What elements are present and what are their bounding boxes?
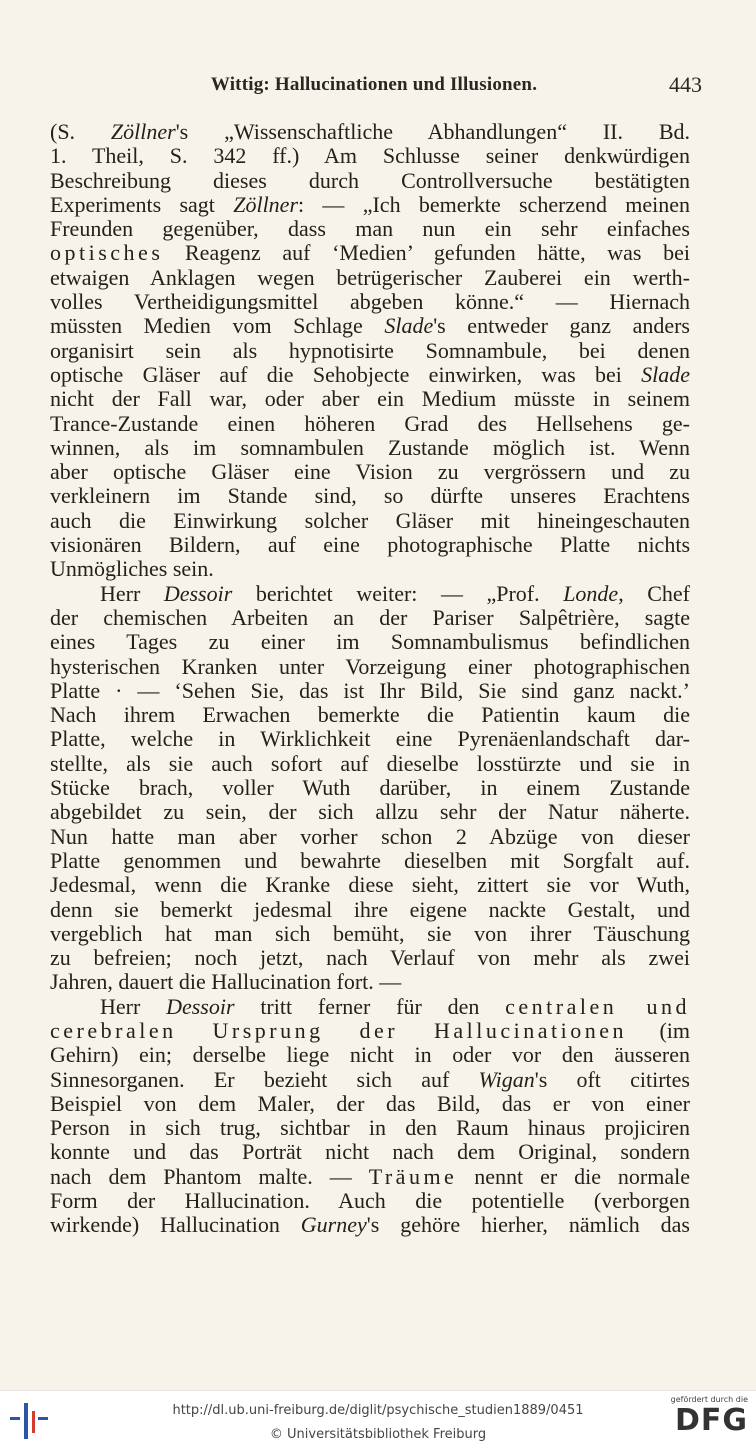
running-title: Wittig: Hallucinationen und Illusionen.	[210, 74, 538, 95]
text-run: aber optische Gläser eine Vision zu vergrössern und zu	[50, 460, 690, 485]
text-run: zu befreien; noch jetzt, nach Verlauf von mehr als zwei	[50, 946, 690, 971]
text-line	[50, 655, 690, 679]
text-line	[50, 169, 690, 193]
text-run: Nun hatte man aber vorher schon 2 Abzüge von dieser	[50, 824, 690, 849]
text-run: (S.	[50, 120, 111, 144]
spaced-emphasis: Träume	[368, 1164, 458, 1189]
text-line	[50, 266, 690, 290]
text-line	[50, 800, 690, 824]
text-run: 's gehöre hierher, nämlich das	[366, 1213, 690, 1238]
spaced-emphasis: optisches	[50, 241, 164, 266]
viewer-footer	[0, 1390, 756, 1449]
text-run: tritt ferner für den	[234, 994, 506, 1019]
italic-name: Slade	[641, 362, 690, 387]
text-line	[50, 387, 690, 411]
body-text	[50, 120, 690, 1238]
text-line	[50, 606, 690, 630]
text-run: Form der Hallucination. Auch die potentielle (verborgen	[50, 1189, 690, 1214]
text-run: stellte, als sie auch sofort auf dieselbe losstürzte und sie in	[50, 751, 690, 776]
text-line	[50, 898, 690, 922]
text-line	[50, 752, 690, 776]
text-run: Trance-Zustande einen höheren Grad des Hellsehens ge-	[50, 411, 690, 436]
text-run: : — „Ich bemerkte scherzend meinen	[298, 192, 690, 217]
text-run: Reagenz auf ‘Medien’ gefunden hätte, was bei	[163, 241, 690, 266]
text-run: etwaigen Anklagen wegen betrügerischer Zauberei ein werth-	[50, 265, 690, 290]
text-line	[50, 825, 690, 849]
text-run: nicht der Fall war, oder aber ein Medium müsste in seinem	[50, 387, 690, 412]
text-line	[50, 1140, 690, 1164]
text-line	[50, 241, 690, 265]
text-run: Beispiel von dem Maler, der das Bild, das er von einer	[50, 1091, 690, 1116]
text-run: müssten Medien vom Schlage	[50, 314, 385, 339]
text-run: Jedesmal, wenn die Kranke diese sieht, zittert sie vor Wuth,	[50, 873, 690, 898]
text-run: 's oft citirtes	[534, 1067, 690, 1092]
text-run: Platte, welche in Wirklichkeit eine Pyrenäenlandschaft dar-	[50, 727, 690, 752]
text-line	[50, 703, 690, 727]
text-run: Platte · — ‘Sehen Sie, das ist Ihr Bild, Sie sind ganz nackt.’	[50, 678, 690, 703]
document-url-link[interactable]: http://dl.ub.uni-freiburg.de/diglit/psychische_studien1889/0451	[172, 1403, 584, 1418]
text-run: wirkende) Hallucination	[50, 1213, 301, 1238]
text-line	[50, 533, 690, 557]
text-line	[50, 995, 690, 1019]
text-run: auch die Einwirkung solcher Gläser mit hineingeschauten	[50, 508, 690, 533]
text-run: , Chef	[618, 581, 690, 606]
text-line	[50, 144, 690, 168]
text-line	[50, 314, 690, 338]
text-run: Jahren, dauert die Hallucination fort. —	[50, 970, 402, 995]
text-line	[50, 363, 690, 387]
text-run: winnen, als im somnambulen Zustande möglich ist. Wenn	[50, 435, 690, 460]
text-run: 1. Theil, S. 342 ff.) Am Schlusse seiner denkwürdigen	[50, 144, 690, 169]
text-run: Nach ihrem Erwachen bemerkte die Patientin kaum die	[50, 703, 690, 728]
page-header	[52, 66, 702, 100]
text-run: Stücke brach, voller Wuth darüber, in einem Zustande	[50, 776, 690, 801]
italic-name: Slade	[384, 314, 434, 339]
text-line	[50, 557, 690, 581]
italic-name: Zöllner	[233, 192, 299, 217]
text-line	[50, 193, 690, 217]
italic-name: Wigan	[478, 1067, 535, 1092]
spaced-emphasis: cerebralen Ursprung der Hallucinationen	[50, 1018, 628, 1043]
text-run: berichtet weiter: — „Prof.	[232, 581, 564, 606]
text-run: volles Vertheidigungsmittel abgeben könne.“ — Hiernach	[50, 290, 690, 315]
text-run: hysterischen Kranken unter Vorzeigung einer photographischen	[50, 654, 690, 679]
text-run: eines Tages zu einer im Somnambulismus befindlichen	[50, 630, 690, 655]
text-line	[50, 849, 690, 873]
text-run: visionären Bildern, auf eine photographische Platte nichts	[50, 533, 690, 558]
text-line	[50, 120, 690, 144]
text-run: Experiments sagt	[50, 192, 234, 217]
text-run: konnte und das Porträt nicht nach dem Original, sondern	[50, 1140, 690, 1165]
spaced-emphasis: centralen und	[505, 994, 690, 1019]
italic-name: Gurney	[300, 1213, 367, 1238]
page-number: 443	[669, 72, 702, 97]
text-run: nennt er die normale	[457, 1164, 690, 1189]
text-run: Herr	[100, 581, 164, 606]
text-run: Beschreibung dieses durch Controllversuche bestätigten	[50, 168, 690, 193]
text-run: vergeblich hat man sich bemüht, sie von ihrer Täuschung	[50, 921, 690, 946]
text-line	[50, 509, 690, 533]
text-run: abgebildet zu sein, der sich allzu sehr der Natur näherte.	[50, 800, 690, 825]
text-line	[50, 582, 690, 606]
text-line	[50, 1165, 690, 1189]
text-run: Sinnesorganen. Er bezieht sich auf	[50, 1067, 479, 1092]
dfg-logo	[666, 1395, 748, 1445]
text-run: Gehirn) ein; derselbe liege nicht in oder vor den äusseren	[50, 1043, 690, 1068]
text-run: Herr	[100, 994, 167, 1019]
text-run: verkleinern im Stande sind, so dürfte unseres Erachtens	[50, 484, 690, 509]
text-run: Person in sich trug, sichtbar in den Raum hinaus projiciren	[50, 1116, 690, 1141]
text-run: 's entweder ganz anders	[433, 314, 690, 339]
text-line	[50, 460, 690, 484]
text-run: der chemischen Arbeiten an der Pariser Salpêtrière, sagte	[50, 605, 690, 630]
text-run: nach dem Phantom malte. —	[50, 1164, 369, 1189]
copyright-notice: © Universitätsbibliothek Freiburg	[269, 1427, 487, 1442]
text-line	[50, 436, 690, 460]
italic-name: Dessoir	[163, 581, 233, 606]
text-line	[50, 946, 690, 970]
text-line	[50, 776, 690, 800]
text-run: (im	[627, 1018, 690, 1043]
text-line	[50, 290, 690, 314]
text-run: optische Gläser auf die Sehobjecte einwirken, was bei	[50, 362, 642, 387]
text-run: Unmögliches sein.	[50, 557, 214, 582]
text-line	[50, 339, 690, 363]
text-line	[50, 970, 690, 994]
text-line	[50, 873, 690, 897]
text-line	[50, 217, 690, 241]
dfg-mark: DFG	[674, 1403, 748, 1438]
text-line	[50, 922, 690, 946]
text-line	[50, 1116, 690, 1140]
dfg-tagline: gefördert durch die	[670, 1395, 748, 1404]
text-line	[50, 1189, 690, 1213]
text-line	[50, 679, 690, 703]
text-line	[50, 484, 690, 508]
text-line	[50, 1043, 690, 1067]
text-run: denn sie bemerkt jedesmal ihre eigene nackte Gestalt, und	[50, 897, 690, 922]
text-line	[50, 412, 690, 436]
text-line	[50, 727, 690, 751]
text-line	[50, 1213, 690, 1237]
text-line	[50, 1019, 690, 1043]
text-line	[50, 1068, 690, 1092]
italic-name: Zöllner	[110, 120, 176, 144]
text-run: Freunden gegenüber, dass man nun ein sehr einfaches	[50, 217, 690, 242]
text-run: 's „Wissenschaftliche Abhandlungen“ II. Bd.	[175, 120, 690, 144]
italic-name: Londe	[563, 581, 619, 606]
italic-name: Dessoir	[166, 994, 235, 1019]
text-run: organisirt sein als hypnotisirte Somnambule, bei denen	[50, 338, 690, 363]
text-line	[50, 1092, 690, 1116]
text-line	[50, 630, 690, 654]
text-run: Platte genommen und bewahrte dieselben mit Sorgfalt auf.	[50, 848, 690, 873]
